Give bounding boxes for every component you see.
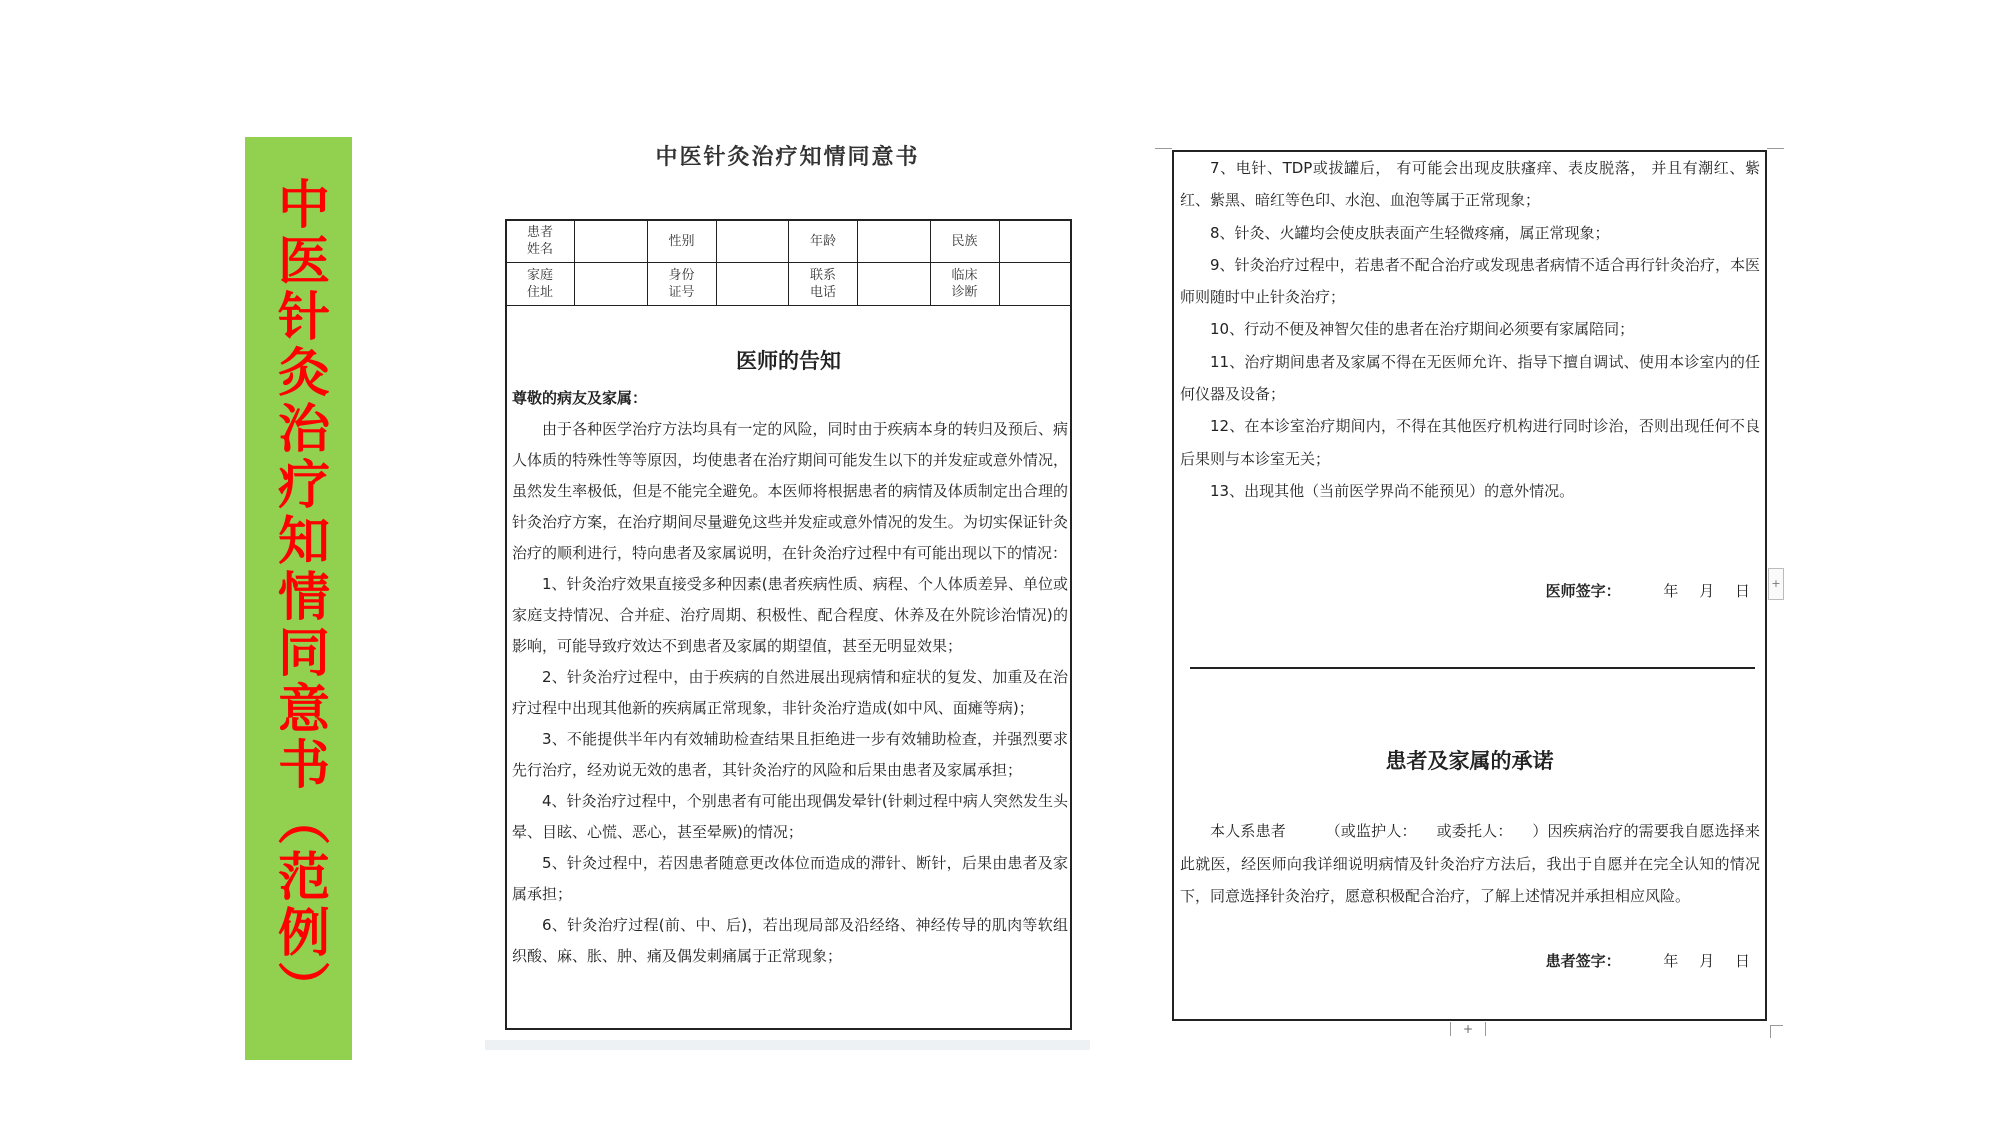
label-diagnosis: [930, 263, 999, 306]
promise-title: 患者及家属的承诺: [1385, 749, 1554, 773]
side-title: 中医针灸治疗知情同意书（范例）: [268, 177, 329, 1017]
cell-text: 临床 诊断: [951, 268, 978, 300]
notice-paragraph: 5、针灸过程中，若因患者随意更改体位而造成的滞针、断针，后果由患者及家属承担；: [512, 854, 1068, 903]
notice-paragraph: 4、针灸治疗过程中，个别患者有可能出现偶发晕针(针刺过程中病人突然发生头晕、目眩、心慌、恶心，甚至晕厥)的情况；: [512, 792, 1068, 841]
notice-title: 医师的告知: [736, 349, 841, 373]
notice-body: [512, 383, 1068, 972]
patient-info-table: [505, 219, 1072, 306]
sign-year: 年: [1663, 582, 1679, 600]
sign-day: 日: [1734, 582, 1750, 600]
add-row-handle[interactable]: +: [1450, 1022, 1486, 1036]
crop-mark: [1767, 148, 1784, 149]
promise-paragraph: 本人系患者 （或监护人： 或委托人： ）因疾病治疗的需要我自愿选择来此就医，经医师向我详细说明病情及针灸治疗方法后，我出于自愿并在完全认知的情况下，同意选择针灸治疗，愿意积极配合治疗，了解上述情况并承担相应风险。: [1180, 822, 1760, 905]
table-resize-handle[interactable]: +: [1768, 568, 1784, 600]
value-age: [858, 220, 931, 263]
value-id-number: [716, 263, 789, 306]
table-row: [506, 220, 1072, 263]
side-title-bar: [245, 137, 352, 1060]
greeting: 尊敬的病友及家属：: [512, 389, 648, 407]
cell-text: 家庭 住址: [526, 268, 553, 300]
cell-text: 年龄: [809, 233, 836, 249]
notice-paragraph: 11、治疗期间患者及家属不得在无医师允许、指导下擅自调试、使用本诊室内的任何仪器及设备；: [1180, 352, 1760, 404]
notice-paragraph: 由于各种医学治疗方法均具有一定的风险，同时由于疾病本身的转归及预后、病人体质的特殊性等等原因，均使患者在治疗期间可能发生以下的并发症或意外情况，虽然发生率极低，但是不能完全避免。本医师将根据患者的病情及体质制定出合理的针灸治疗方案，在治疗期间尽量避免这些并发症或意外情况的发生。为切实保证针灸治疗的顺利进行，特向患者及家属说明，在针灸治疗过程中有可能出现以下的情况：: [512, 420, 1068, 562]
notice-paragraph: 8、针灸、火罐均会使皮肤表面产生轻微疼痛，属正常现象；: [1210, 223, 1610, 242]
cell-text: 民族: [951, 233, 978, 249]
cell-text: 身份 证号: [668, 268, 695, 300]
value-gender: [716, 220, 789, 263]
notice-body-continued: [1180, 152, 1760, 507]
notice-paragraph: 13、出现其他（当前医学界尚不能预见）的意外情况。: [1210, 481, 1575, 500]
label-phone: [789, 263, 858, 306]
value-patient-name: [575, 220, 648, 263]
notice-paragraph: 12、在本诊室治疗期间内，不得在其他医疗机构进行同时诊治，否则出现任何不良后果则与本诊室无关；: [1180, 417, 1760, 468]
cell-text: 联系 电话: [809, 268, 836, 300]
label-gender: [647, 220, 716, 263]
crop-mark: [1770, 1025, 1783, 1038]
notice-paragraph: 2、针灸治疗过程中，由于疾病的自然进展出现病情和症状的复发、加重及在治疗过程中出现其他新的疾病属正常现象，非针灸治疗造成(如中风、面瘫等病)；: [512, 668, 1068, 717]
promise-body: [1180, 815, 1760, 913]
section-divider: [1190, 667, 1755, 669]
document-title: 中医针灸治疗知情同意书: [655, 144, 920, 170]
sign-year: 年: [1663, 952, 1679, 970]
label-patient-name: [506, 220, 575, 263]
page-shadow: [485, 1040, 1090, 1050]
value-diagnosis: [999, 263, 1072, 306]
value-ethnicity: [999, 220, 1072, 263]
notice-paragraph: 10、行动不便及神智欠佳的患者在治疗期间必须要有家属陪同；: [1210, 320, 1635, 339]
label-id-number: [647, 263, 716, 306]
crop-mark: [1155, 148, 1172, 149]
doctor-signature-label: 医师签字：: [1545, 582, 1621, 600]
table-row: [506, 263, 1072, 306]
notice-paragraph: 3、不能提供半年内有效辅助检查结果且拒绝进一步有效辅助检查，并强烈要求先行治疗，经劝说无效的患者，其针灸治疗的风险和后果由患者及家属承担；: [512, 730, 1068, 779]
notice-paragraph: 9、针灸治疗过程中，若患者不配合治疗或发现患者病情不适合再行针灸治疗，本医师则随时中止针灸治疗；: [1180, 255, 1760, 307]
patient-signature-label: 患者签字：: [1545, 952, 1621, 970]
label-ethnicity: [930, 220, 999, 263]
label-address: [506, 263, 575, 306]
value-address: [575, 263, 648, 306]
notice-paragraph: 1、针灸治疗效果直接受多种因素(患者疾病性质、病程、个人体质差异、单位或家庭支持情况、合并症、治疗周期、积极性、配合程度、休养及在外院诊治情况)的影响，可能导致疗效达不到患者及家属的期望值，甚至无明显效果；: [512, 575, 1068, 655]
notice-paragraph: 6、针灸治疗过程(前、中、后)，若出现局部及沿经络、神经传导的肌肉等软组织酸、麻、胀、肿、痛及偶发刺痛属于正常现象；: [512, 916, 1068, 965]
sign-day: 日: [1734, 952, 1750, 970]
sign-month: 月: [1699, 582, 1715, 600]
value-phone: [858, 263, 931, 306]
cell-text: 性别: [668, 233, 695, 249]
sign-month: 月: [1699, 952, 1715, 970]
doctor-signature-row: [1180, 580, 1750, 601]
notice-paragraph: 7、电针、TDP或拔罐后， 有可能会出现皮肤瘙痒、表皮脱落， 并且有潮红、紫红、紫黑、暗红等色印、水泡、血泡等属于正常现象；: [1180, 159, 1760, 210]
patient-signature-row: [1180, 950, 1750, 971]
label-age: [789, 220, 858, 263]
cell-text: 患者 姓名: [526, 225, 553, 257]
